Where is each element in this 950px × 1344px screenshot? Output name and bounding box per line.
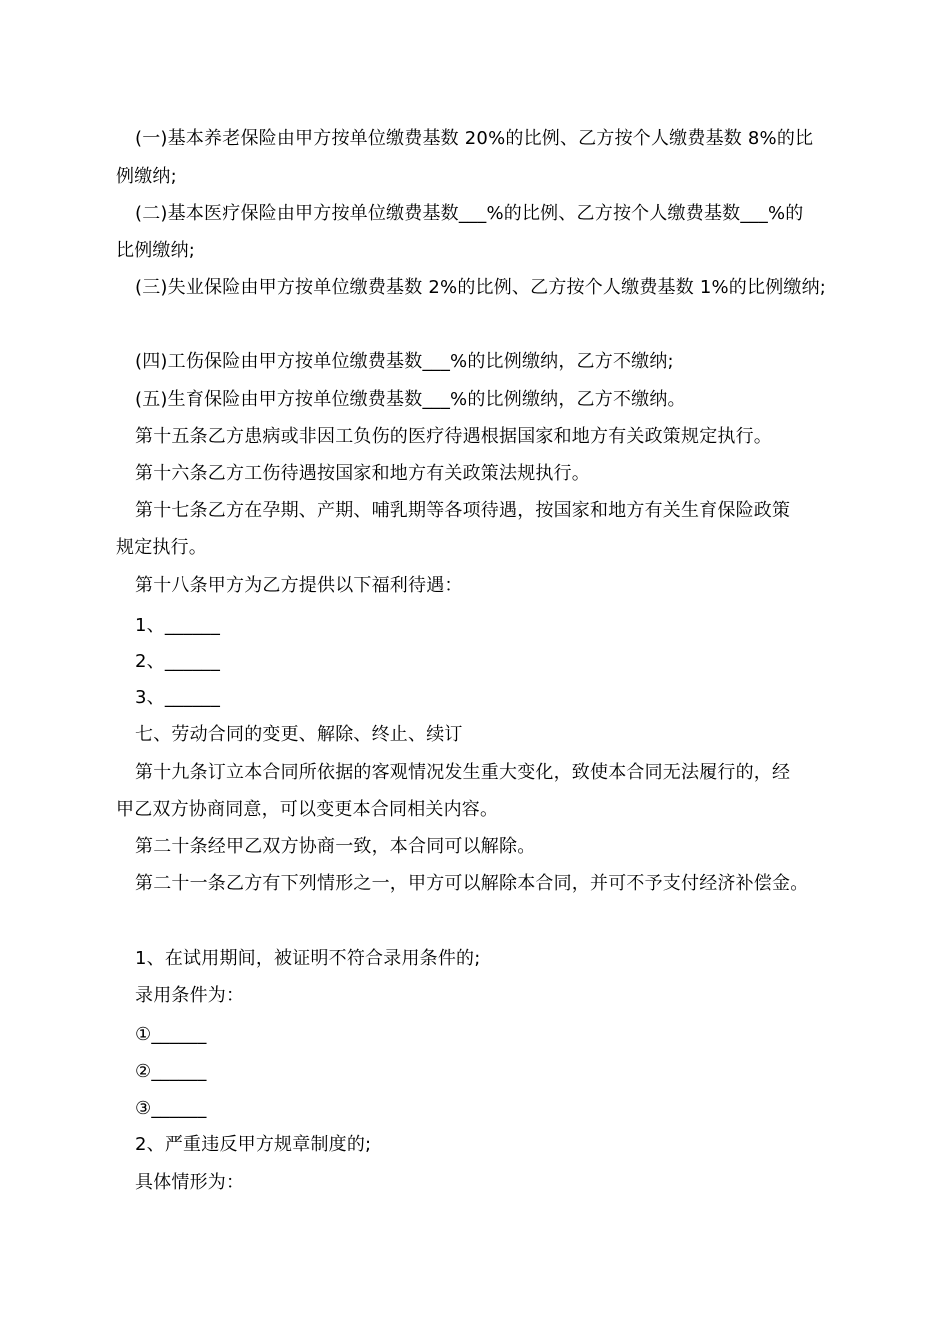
hiring-condition-3: ③______: [135, 1098, 207, 1119]
article-17-cont: 规定执行。: [116, 537, 207, 558]
paragraph-medical-insurance-cont: 比例缴纳;: [116, 240, 196, 261]
paragraph-injury-insurance: (四)工伤保险由甲方按单位缴费基数___%的比例缴纳，乙方不缴纳;: [135, 351, 674, 372]
welfare-item-2: 2、______: [135, 651, 221, 672]
specific-circumstances-label: 具体情形为：: [135, 1172, 245, 1193]
hiring-condition-1: ①______: [135, 1024, 207, 1045]
welfare-item-3: 3、______: [135, 687, 221, 708]
paragraph-pension-insurance: (一)基本养老保险由甲方按单位缴费基数 20%的比例、乙方按个人缴费基数 8%的比: [135, 128, 814, 149]
paragraph-unemployment-insurance: (三)失业保险由甲方按单位缴费基数 2%的比例、乙方按个人缴费基数 1%的比例缴纳;: [135, 277, 827, 298]
article-19-cont: 甲乙双方协商同意，可以变更本合同相关内容。: [116, 799, 499, 820]
article-17: 第十七条乙方在孕期、产期、哺乳期等各项待遇，按国家和地方有关生育保险政策: [135, 500, 791, 521]
paragraph-pension-insurance-cont: 例缴纳;: [116, 166, 177, 187]
clause-probation: 1、在试用期间，被证明不符合录用条件的;: [135, 948, 481, 969]
hiring-conditions-label: 录用条件为：: [135, 985, 245, 1006]
paragraph-maternity-insurance: (五)生育保险由甲方按单位缴费基数___%的比例缴纳，乙方不缴纳。: [135, 389, 686, 410]
hiring-condition-2: ②______: [135, 1061, 207, 1082]
paragraph-medical-insurance: (二)基本医疗保险由甲方按单位缴费基数___%的比例、乙方按个人缴费基数___%的: [135, 203, 804, 224]
article-15: 第十五条乙方患病或非因工负伤的医疗待遇根据国家和地方有关政策规定执行。: [135, 426, 772, 447]
article-20: 第二十条经甲乙双方协商一致，本合同可以解除。: [135, 836, 536, 857]
article-21: 第二十一条乙方有下列情形之一，甲方可以解除本合同，并可不予支付经济补偿金。: [135, 873, 809, 894]
article-18: 第十八条甲方为乙方提供以下福利待遇：: [135, 575, 463, 596]
clause-rule-violation: 2、严重违反甲方规章制度的;: [135, 1134, 372, 1155]
welfare-item-1: 1、______: [135, 615, 221, 636]
article-19: 第十九条订立本合同所依据的客观情况发生重大变化，致使本合同无法履行的，经: [135, 762, 791, 783]
article-16: 第十六条乙方工伤待遇按国家和地方有关政策法规执行。: [135, 463, 590, 484]
section-heading-seven: 七、劳动合同的变更、解除、终止、续订: [135, 724, 463, 745]
